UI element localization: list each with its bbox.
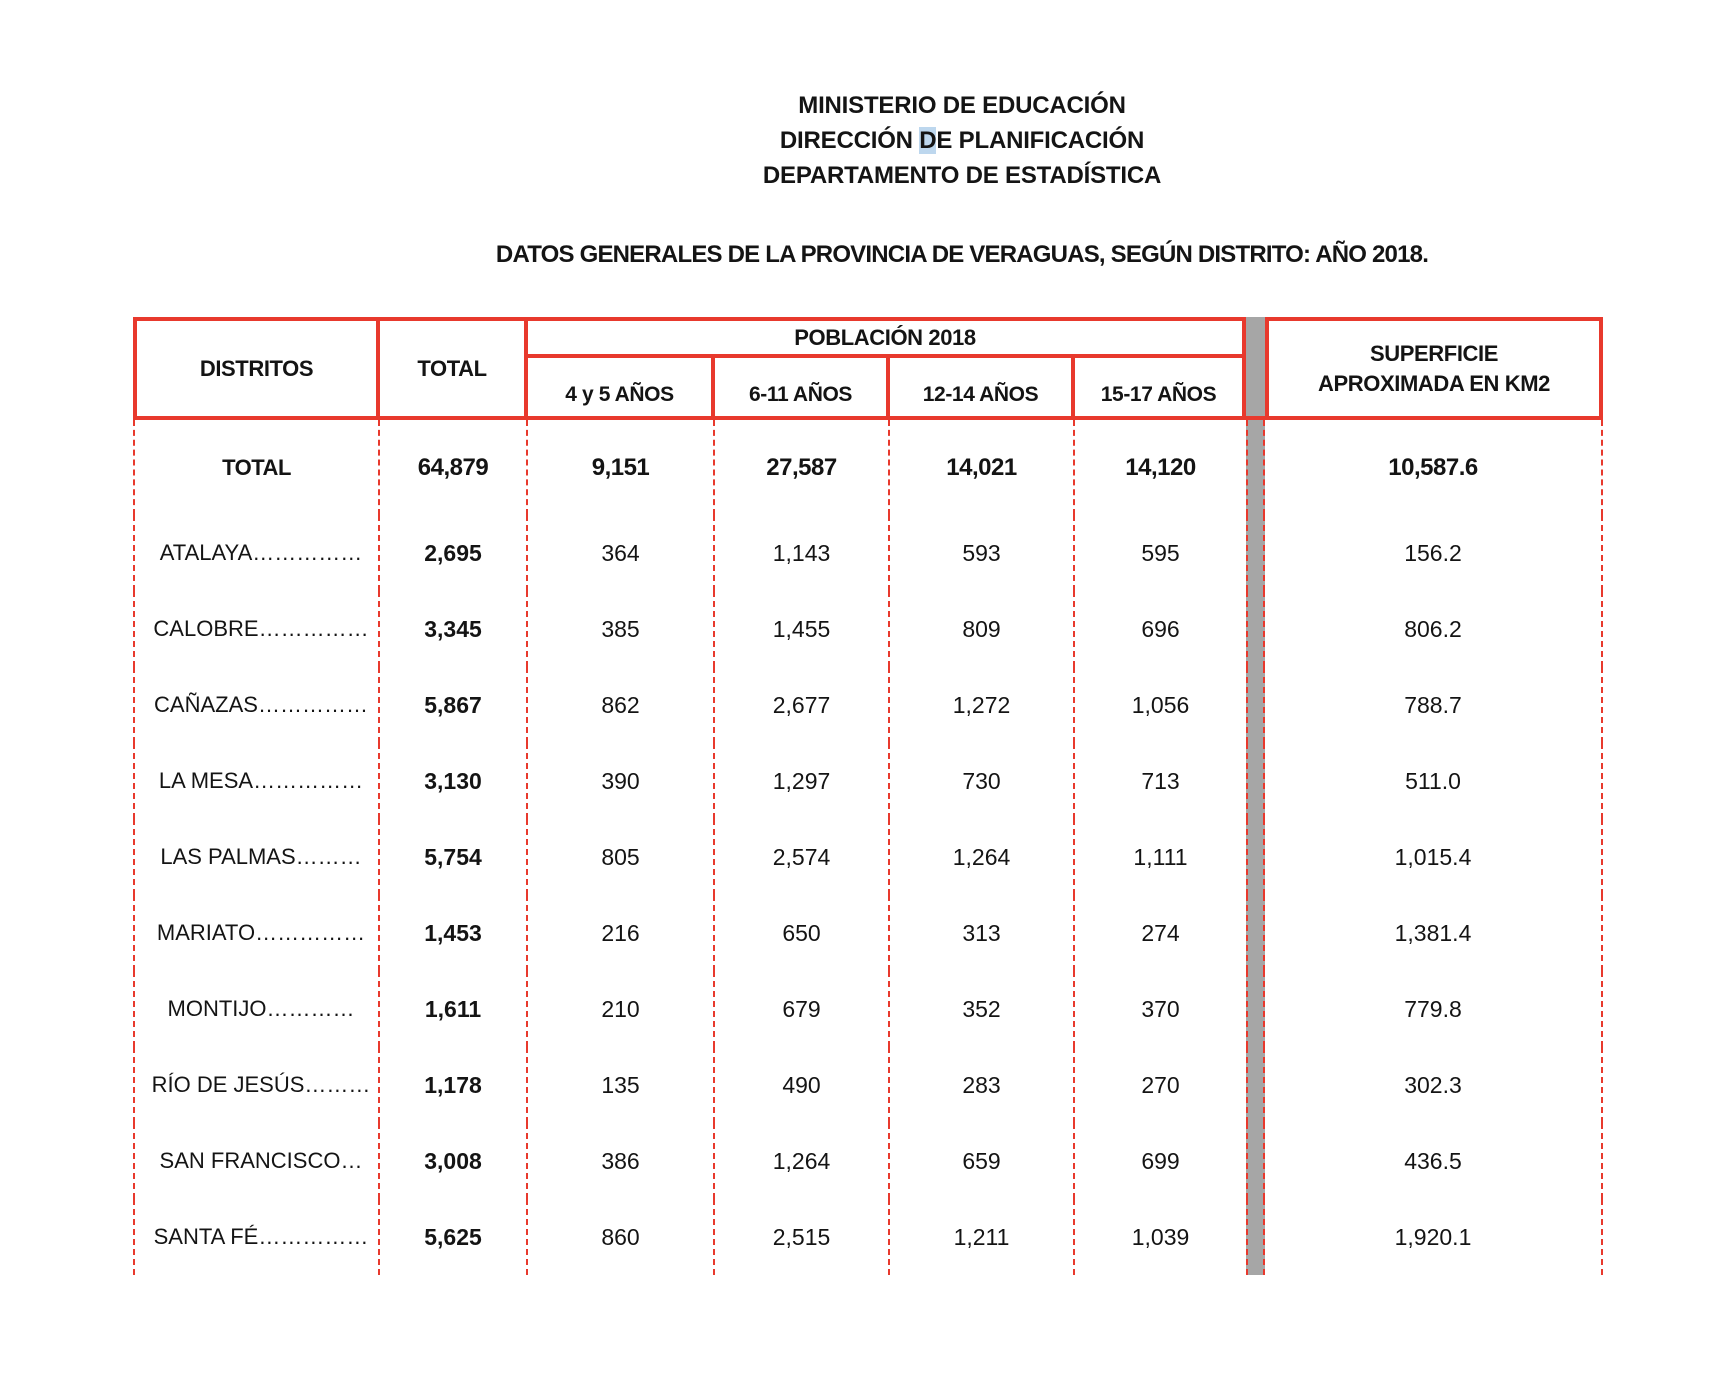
district-name-cell: CAÑAZAS…………… bbox=[133, 667, 378, 743]
table-row bbox=[133, 971, 1603, 1047]
superficie-cell: 1,381.4 bbox=[1265, 895, 1603, 971]
table-row bbox=[133, 591, 1603, 667]
district-name-cell: ATALAYA…………… bbox=[133, 515, 378, 591]
column-break-strip bbox=[1246, 667, 1265, 743]
age-cell: 730 bbox=[888, 743, 1073, 819]
age-cell: 2,574 bbox=[713, 819, 888, 895]
org-line-direccion: DIRECCIÓN DE PLANIFICACIÓN bbox=[779, 127, 1145, 154]
age-cell: 679 bbox=[713, 971, 888, 1047]
age-cell: 699 bbox=[1073, 1123, 1246, 1199]
column-break-strip bbox=[1246, 1199, 1265, 1275]
district-name-cell: SAN FRANCISCO… bbox=[133, 1123, 378, 1199]
column-break-strip bbox=[1246, 971, 1265, 1047]
table-row bbox=[133, 1123, 1603, 1199]
superficie-cell: 1,920.1 bbox=[1265, 1199, 1603, 1275]
age-cell: 2,677 bbox=[713, 667, 888, 743]
total-cell: 1,178 bbox=[378, 1047, 526, 1123]
age-cell: 270 bbox=[1073, 1047, 1246, 1123]
header-poblacion-2018: POBLACIÓN 2018 bbox=[528, 321, 1242, 358]
age-cell: 283 bbox=[888, 1047, 1073, 1123]
age-cell: 1,264 bbox=[888, 819, 1073, 895]
header-age-6-11: 6-11 AÑOS bbox=[715, 358, 890, 416]
age-cell: 1,143 bbox=[713, 515, 888, 591]
age-cell: 216 bbox=[526, 895, 713, 971]
row-label: TOTAL bbox=[133, 420, 378, 515]
age-cell: 364 bbox=[526, 515, 713, 591]
age-cell: 386 bbox=[526, 1123, 713, 1199]
column-break-strip bbox=[1246, 1123, 1265, 1199]
header-age-12-14: 12-14 AÑOS bbox=[890, 358, 1075, 416]
header-age-4y5: 4 y 5 AÑOS bbox=[528, 358, 715, 416]
age-cell: 352 bbox=[888, 971, 1073, 1047]
header-distritos: DISTRITOS bbox=[137, 321, 380, 416]
age-cell: 696 bbox=[1073, 591, 1246, 667]
superficie-cell: 779.8 bbox=[1265, 971, 1603, 1047]
superficie-cell: 511.0 bbox=[1265, 743, 1603, 819]
column-break-strip bbox=[1246, 317, 1265, 416]
age-cell: 1,297 bbox=[713, 743, 888, 819]
age-cell: 593 bbox=[888, 515, 1073, 591]
superficie-cell: 806.2 bbox=[1265, 591, 1603, 667]
header-age-15-17: 15-17 AÑOS bbox=[1100, 383, 1217, 406]
total-cell: 3,345 bbox=[378, 591, 526, 667]
column-break-strip bbox=[1246, 743, 1265, 819]
org-line-ministerio: MINISTERIO DE EDUCACIÓN bbox=[798, 92, 1126, 119]
table-header bbox=[133, 317, 1603, 420]
total-cell: 5,754 bbox=[378, 819, 526, 895]
total-cell: 64,879 bbox=[378, 420, 526, 515]
age-cell: 860 bbox=[526, 1199, 713, 1275]
district-name-cell: CALOBRE…………… bbox=[133, 591, 378, 667]
table-row bbox=[133, 819, 1603, 895]
header-superficie: SUPERFICIE APROXIMADA EN KM2 bbox=[1265, 317, 1603, 416]
column-break-strip bbox=[1246, 895, 1265, 971]
age-cell: 135 bbox=[526, 1047, 713, 1123]
org-header bbox=[212, 88, 1712, 193]
column-break-strip bbox=[1246, 1047, 1265, 1123]
age-cell: 2,515 bbox=[713, 1199, 888, 1275]
age-cell: 14,120 bbox=[1073, 420, 1246, 515]
superficie-cell: 1,015.4 bbox=[1265, 819, 1603, 895]
total-cell: 1,453 bbox=[378, 895, 526, 971]
age-cell: 490 bbox=[713, 1047, 888, 1123]
age-cell: 1,056 bbox=[1073, 667, 1246, 743]
table-row bbox=[133, 667, 1603, 743]
age-cell: 713 bbox=[1073, 743, 1246, 819]
column-break-strip bbox=[1246, 515, 1265, 591]
table-header-main bbox=[133, 317, 1246, 416]
age-cell: 659 bbox=[888, 1123, 1073, 1199]
age-cell: 27,587 bbox=[713, 420, 888, 515]
table-row bbox=[133, 1047, 1603, 1123]
superficie-cell: 436.5 bbox=[1265, 1123, 1603, 1199]
org-line-departamento: DEPARTAMENTO DE ESTADÍSTICA bbox=[762, 162, 1162, 189]
age-cell: 390 bbox=[526, 743, 713, 819]
document-title: DATOS GENERALES DE LA PROVINCIA DE VERAGUAS, SEGÚN DISTRITO: AÑO 2018. bbox=[495, 241, 1429, 268]
district-name-cell: MONTIJO………… bbox=[133, 971, 378, 1047]
column-break-strip bbox=[1246, 819, 1265, 895]
table-row bbox=[133, 743, 1603, 819]
column-break-strip bbox=[1246, 420, 1265, 515]
age-cell: 1,264 bbox=[713, 1123, 888, 1199]
superficie-cell: 788.7 bbox=[1265, 667, 1603, 743]
age-cell: 862 bbox=[526, 667, 713, 743]
total-cell: 5,625 bbox=[378, 1199, 526, 1275]
age-cell: 1,039 bbox=[1073, 1199, 1246, 1275]
age-cell: 14,021 bbox=[888, 420, 1073, 515]
age-cell: 385 bbox=[526, 591, 713, 667]
column-break-strip bbox=[1246, 591, 1265, 667]
statistics-table bbox=[133, 317, 1603, 1275]
district-name-cell: SANTA FÉ…………… bbox=[133, 1199, 378, 1275]
table-row-total bbox=[133, 420, 1603, 515]
age-cell: 1,111 bbox=[1073, 819, 1246, 895]
table-body bbox=[133, 420, 1603, 1275]
header-total: TOTAL bbox=[380, 321, 528, 416]
table-row bbox=[133, 1199, 1603, 1275]
table-row bbox=[133, 895, 1603, 971]
age-cell: 370 bbox=[1073, 971, 1246, 1047]
age-cell: 1,211 bbox=[888, 1199, 1073, 1275]
age-cell: 313 bbox=[888, 895, 1073, 971]
table-row bbox=[133, 515, 1603, 591]
total-cell: 3,130 bbox=[378, 743, 526, 819]
total-cell: 1,611 bbox=[378, 971, 526, 1047]
age-cell: 805 bbox=[526, 819, 713, 895]
superficie-cell: 10,587.6 bbox=[1265, 420, 1603, 515]
age-cell: 1,272 bbox=[888, 667, 1073, 743]
district-name-cell: MARIATO…………… bbox=[133, 895, 378, 971]
district-name-cell: RÍO DE JESÚS……… bbox=[133, 1047, 378, 1123]
total-cell: 3,008 bbox=[378, 1123, 526, 1199]
age-cell: 1,455 bbox=[713, 591, 888, 667]
age-cell: 210 bbox=[526, 971, 713, 1047]
age-cell: 9,151 bbox=[526, 420, 713, 515]
age-cell: 809 bbox=[888, 591, 1073, 667]
age-cell: 274 bbox=[1073, 895, 1246, 971]
district-name-cell: LAS PALMAS……… bbox=[133, 819, 378, 895]
total-cell: 2,695 bbox=[378, 515, 526, 591]
age-cell: 650 bbox=[713, 895, 888, 971]
text-selection-highlight: D bbox=[919, 127, 937, 154]
age-cell: 595 bbox=[1073, 515, 1246, 591]
district-name-cell: LA MESA…………… bbox=[133, 743, 378, 819]
total-cell: 5,867 bbox=[378, 667, 526, 743]
superficie-cell: 302.3 bbox=[1265, 1047, 1603, 1123]
superficie-cell: 156.2 bbox=[1265, 515, 1603, 591]
